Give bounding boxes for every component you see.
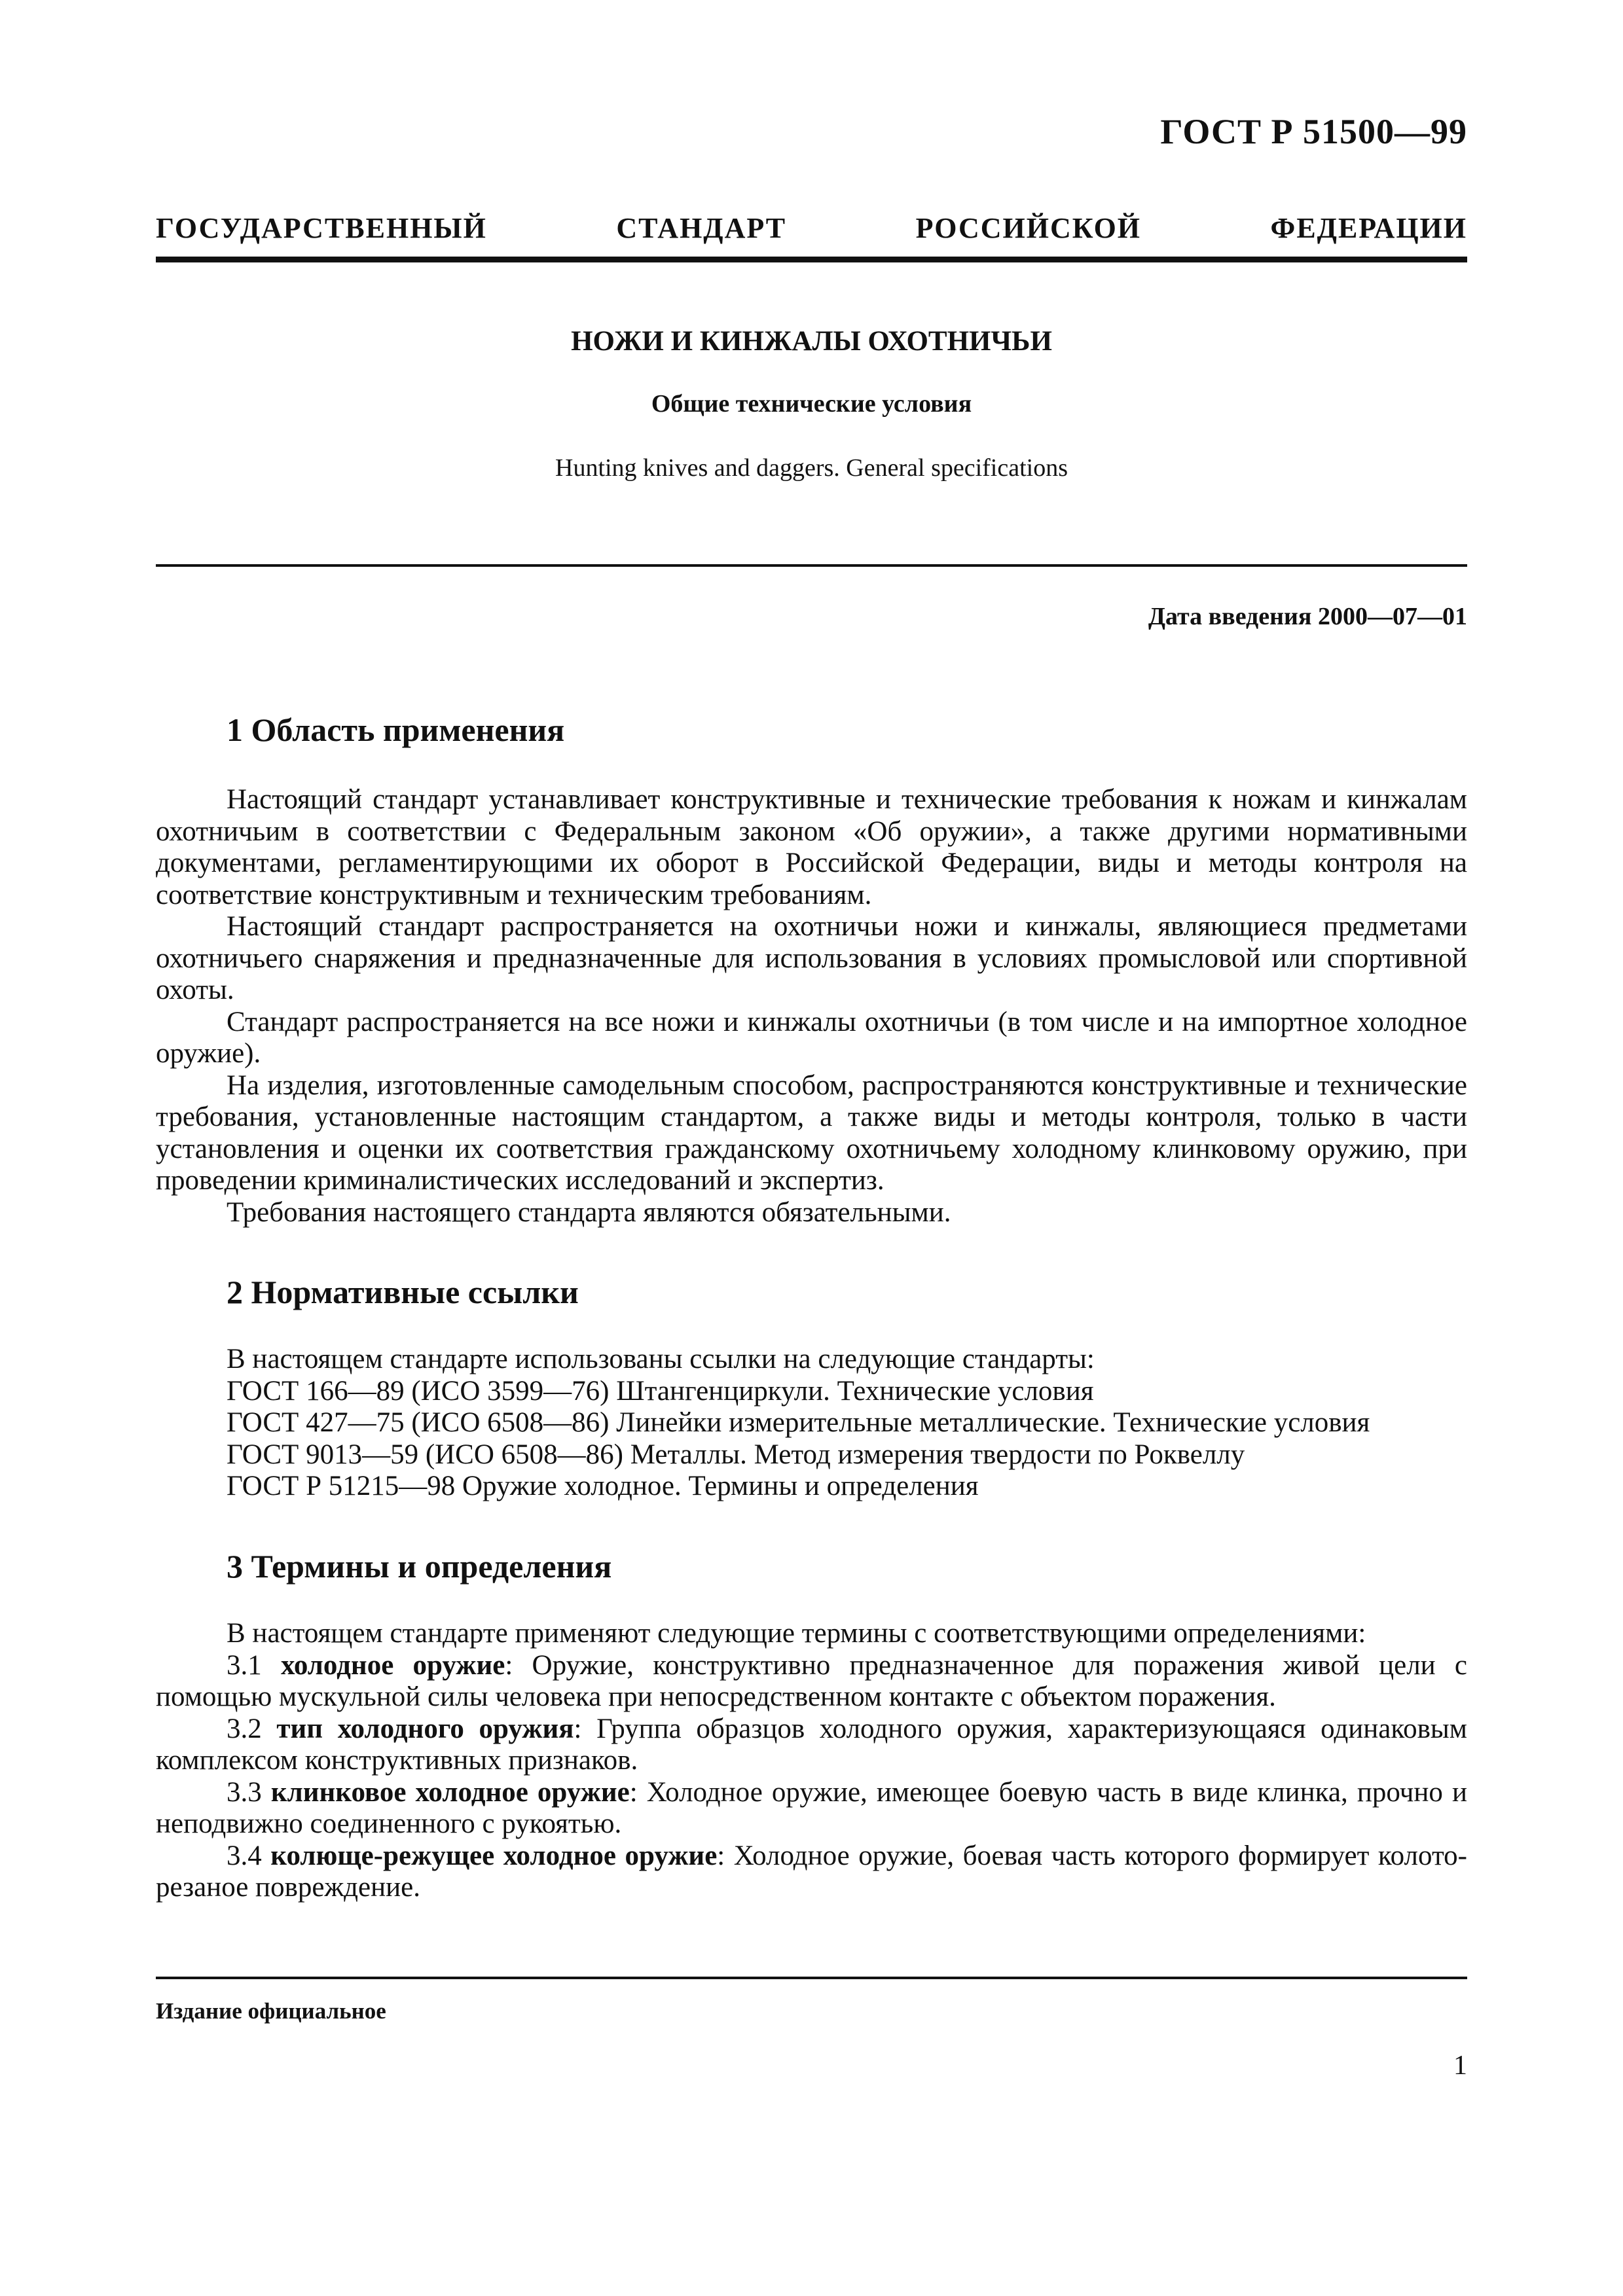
section-heading-scope: 1 Область применения xyxy=(227,711,565,748)
term-name: колюще-режущее холодное оружие xyxy=(270,1840,718,1871)
term-definition xyxy=(156,1840,1467,1904)
section-body-references xyxy=(156,1344,1467,1503)
term-name: холодное оружие xyxy=(280,1649,505,1681)
title-rule xyxy=(156,564,1467,567)
paragraph: Требования настоящего стандарта являются обязательными. xyxy=(227,1196,951,1228)
term-name: клинковое холодное оружие xyxy=(270,1776,630,1808)
term-definition xyxy=(156,1713,1467,1777)
reference-item: ГОСТ 9013—59 (ИСО 6508—86) Металлы. Метод измерения твердости по Роквеллу xyxy=(227,1439,1245,1470)
document-subtitle: Общие технические условия xyxy=(651,390,972,418)
paragraph: Стандарт распространяется на все ножи и кинжалы охотничьи (в том числе и на импортное холодное оружие). xyxy=(156,1006,1467,1069)
page-number: 1 xyxy=(1453,2051,1467,2081)
reference-item: ГОСТ Р 51215—98 Оружие холодное. Термины и определения xyxy=(227,1471,979,1501)
term-number: 3.3 xyxy=(227,1776,271,1808)
section-heading-references: 2 Нормативные ссылки xyxy=(227,1274,579,1310)
header-rule xyxy=(156,257,1467,262)
state-standard-banner: ГОСУДАРСТВЕННЫЙ СТАНДАРТ РОССИЙСКОЙ ФЕДЕРАЦИИ xyxy=(156,212,1467,244)
paragraph: На изделия, изготовленные самодельным способом, распространяются конструктивные и технические требования, установленные настоящим стандартом, а также виды и методы контроля, только в части установления и оценки их соответствия гражданскому охотничьему холодному клинковому оружию, при проведении криминалистических исследований и экспертиз. xyxy=(156,1069,1467,1196)
term-number: 3.2 xyxy=(227,1713,277,1744)
terms-intro: В настоящем стандарте применяют следующие термины с соответствующими определениями: xyxy=(227,1618,1366,1649)
term-definition xyxy=(156,1777,1467,1840)
reference-item: ГОСТ 427—75 (ИСО 6508—86) Линейки измерительные металлические. Технические условия xyxy=(227,1407,1370,1438)
document-title: НОЖИ И КИНЖАЛЫ ОХОТНИЧЬИ xyxy=(571,326,1052,357)
section-body-scope xyxy=(156,784,1467,1229)
footer-rule xyxy=(156,1977,1467,1979)
paragraph: Настоящий стандарт устанавливает конструктивные и технические требования к ножам и кинжалам охотничьим в соответствии с Федеральным законом «Об оружии», а также другими нормативными документами, регламентирующими их оборот в Российской Федерации, виды и методы контроля на соответствие конструктивным и техническим требованиям. xyxy=(156,784,1467,910)
references-intro: В настоящем стандарте использованы ссылки на следующие стандарты: xyxy=(227,1344,1095,1374)
term-number: 3.1 xyxy=(227,1649,281,1681)
introduction-date: Дата введения 2000—07—01 xyxy=(1148,603,1467,630)
section-heading-terms: 3 Термины и определения xyxy=(227,1548,612,1585)
document-english-title: Hunting knives and daggers. General specifications xyxy=(555,454,1068,482)
term-text: : Оружие, конструктивно предназначенное для поражения живой цели с помощью мускульной силы человека при непосредственном контакте с объектом поражения. xyxy=(156,1649,1467,1712)
term-name: тип холодного оружия xyxy=(276,1713,574,1744)
section-body-terms xyxy=(156,1618,1467,1904)
reference-item: ГОСТ 166—89 (ИСО 3599—76) Штангенциркули. Технические условия xyxy=(227,1375,1094,1407)
term-text: : Холодное оружие, имеющее боевую часть в виде клинка, прочно и неподвижно соединенного с рукоятью. xyxy=(156,1776,1467,1839)
edition-label: Издание официальное xyxy=(156,1998,386,2024)
term-definition xyxy=(156,1650,1467,1713)
term-text: : Группа образцов холодного оружия, характеризующаяся одинаковым комплексом конструктивных признаков. xyxy=(156,1713,1468,1776)
paragraph: Настоящий стандарт распространяется на охотничьи ножи и кинжалы, являющиеся предметами охотничьего снаряжения и предназначенные для использования в условиях промысловой или спортивной охоты. xyxy=(156,911,1467,1005)
document-number: ГОСТ Р 51500—99 xyxy=(1160,112,1467,151)
term-number: 3.4 xyxy=(227,1840,271,1871)
term-text: : Холодное оружие, боевая часть которого формирует колото-резаное повреждение. xyxy=(156,1840,1467,1903)
